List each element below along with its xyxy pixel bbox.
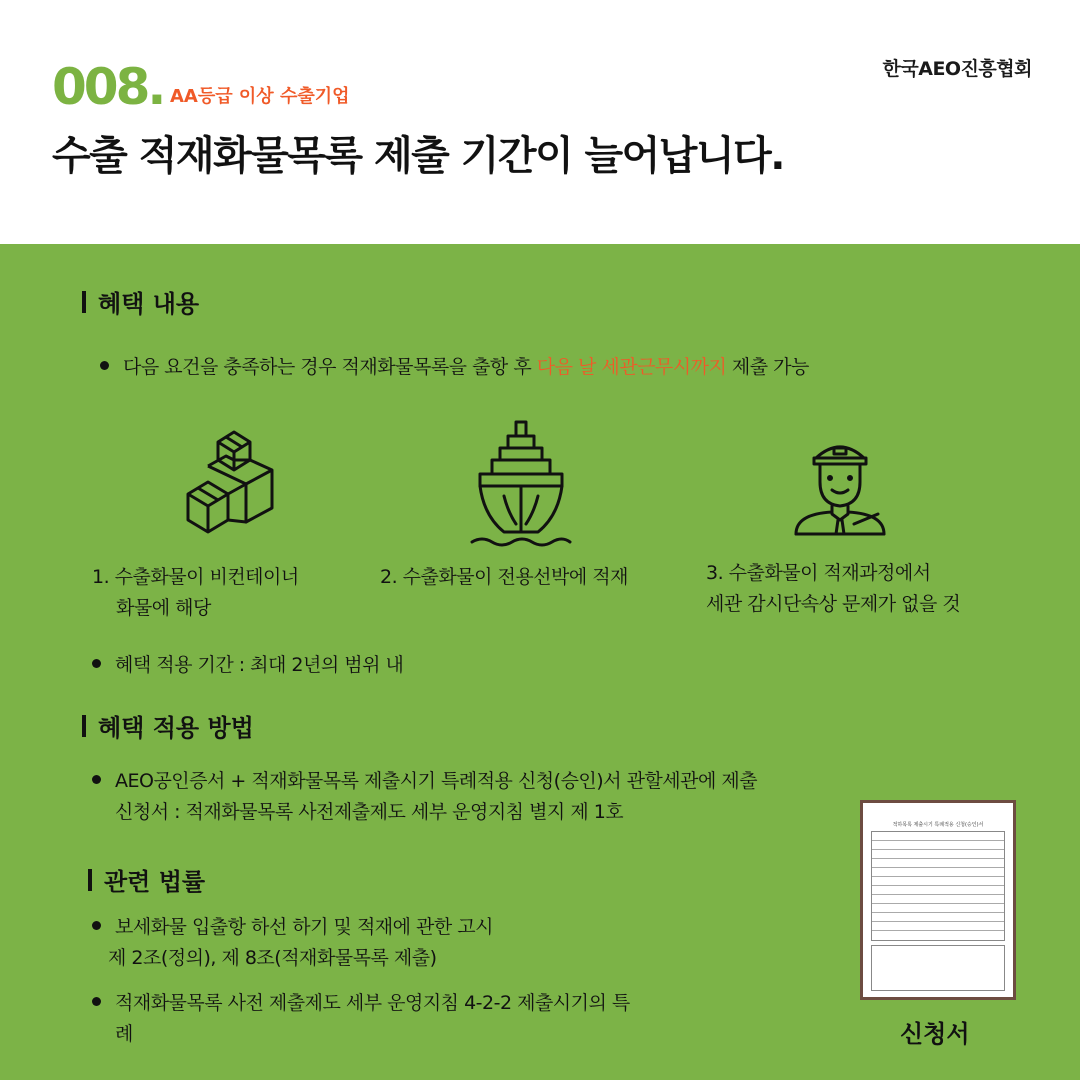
org-name: 한국AEO진흥협회 [882, 58, 1032, 80]
bullet-law-2 [92, 988, 630, 1050]
section-heading-method [82, 708, 254, 743]
bullet-dot [92, 659, 101, 668]
form-title: 적하목록 제출시기 특례적용 신청(승인)서 [892, 822, 984, 828]
bullet-benefit-period [92, 650, 403, 681]
law-1-line2: 제 2조(정의), 제 8조(적재화물목록 제출) [108, 947, 437, 969]
bullet-dot [100, 361, 109, 370]
bullet-text: 혜택 적용 기간 : 최대 2년의 범위 내 [115, 654, 404, 676]
bullet-dot [92, 921, 101, 930]
bullet-text-post: 제출 가능 [726, 356, 809, 378]
form-table [871, 831, 1005, 941]
form-signature-area [871, 945, 1005, 991]
application-form-thumbnail [860, 800, 1016, 1000]
condition-3 [706, 558, 960, 620]
card-number: 008. [52, 58, 164, 116]
section-heading-benefits [82, 284, 199, 319]
condition-3-line2: 세관 감시단속상 문제가 없을 것 [706, 593, 961, 615]
bullet-dot [92, 775, 101, 784]
bullet-benefit-condition [100, 352, 809, 383]
form-label: 신청서 [900, 1020, 970, 1048]
section-heading-law [88, 862, 205, 897]
condition-3-line1: 3. 수출화물이 적재과정에서 [706, 562, 931, 584]
heading-bar [82, 715, 86, 737]
card-subtitle: AA등급 이상 수출기업 [170, 86, 350, 107]
heading-text: 관련 법률 [104, 868, 206, 896]
condition-1-line1: 1. 수출화물이 비컨테이너 [92, 566, 299, 588]
bullet-dot [92, 997, 101, 1006]
bullet-law-1 [92, 912, 493, 974]
bullet-method [92, 766, 757, 828]
condition-1-line2: 화물에 해당 [116, 597, 211, 619]
page-title: 수출 적재화물목록 제출 기간이 늘어납니다. [52, 133, 784, 179]
heading-text: 혜택 적용 방법 [98, 714, 254, 742]
bullet-text-pre: 다음 요건을 충족하는 경우 적재화물목록을 출항 후 [123, 356, 537, 378]
heading-bar [88, 869, 92, 891]
ship-icon [470, 420, 572, 548]
condition-1 [92, 562, 299, 624]
bullet-highlight: 다음 날 세관근무시까지 [536, 356, 727, 378]
condition-2 [380, 562, 628, 593]
law-2-line2: 례 [115, 1023, 133, 1045]
heading-text: 혜택 내용 [98, 290, 200, 318]
method-line1: AEO공인증서 + 적재화물목록 제출시기 특례적용 신청(승인)서 관할세관에 제출 [115, 770, 758, 792]
heading-bar [82, 291, 86, 313]
condition-2-line1: 2. 수출화물이 전용선박에 적재 [380, 566, 628, 588]
law-1-line1: 보세화물 입출항 하선 하기 및 적재에 관한 고시 [115, 916, 494, 938]
law-2-line1: 적재화물목록 사전 제출제도 세부 운영지침 4-2-2 제출시기의 특 [115, 992, 630, 1014]
method-line2: 신청서 : 적재화물목록 사전제출제도 세부 운영지침 별지 제 1호 [115, 801, 624, 823]
boxes-icon [184, 424, 280, 534]
customs-officer-icon [790, 434, 890, 538]
